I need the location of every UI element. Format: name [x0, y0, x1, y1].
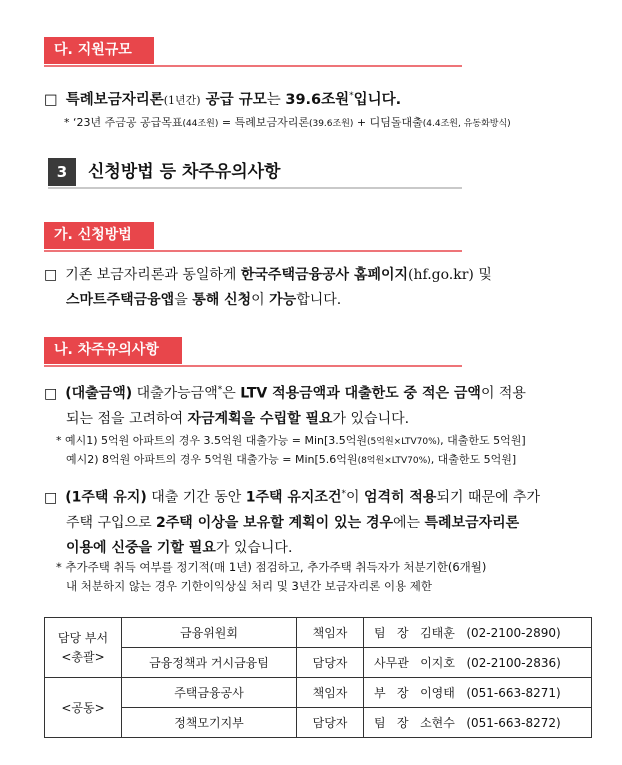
footnote-text: * ‘23년 주금공 공급목표: [64, 116, 183, 129]
person-name: 팀 장 소현수: [374, 716, 455, 730]
loan-text: 대출가능금액: [132, 385, 218, 402]
role-cell: 책임자: [297, 618, 364, 648]
checkbox-mark: □: [44, 385, 58, 402]
house-text: 에는: [393, 514, 425, 531]
house-emphasis: (1주택 유지): [65, 489, 147, 506]
section-header-application-method: [44, 222, 154, 249]
checkbox-mark: □: [44, 489, 58, 506]
department-label-cell: [45, 618, 122, 678]
supply-text: 입니다.: [353, 91, 402, 108]
phone-number: (051-663-8272): [466, 716, 561, 730]
loan-text: 가 있습니다.: [332, 410, 410, 427]
loan-line: [44, 407, 594, 432]
org-cell: 금융위원회: [122, 618, 297, 648]
house-line: [44, 511, 594, 536]
checkbox-mark: □: [44, 91, 58, 108]
department-label-cell: <공동>: [45, 678, 122, 738]
apply-emphasis: 가능: [269, 292, 297, 308]
chapter-title: 신청방법 등 차주유의사항: [88, 162, 281, 182]
house-text: 가 있습니다.: [215, 539, 293, 556]
supply-text: 는: [266, 91, 286, 108]
person-name: 사무관 이지호: [374, 656, 455, 670]
phone-number: (02-2100-2890): [466, 626, 561, 640]
department-label: 담당 부서: [57, 630, 109, 645]
org-cell: 정책모기지부: [122, 708, 297, 738]
one-house-paragraph: [44, 482, 594, 561]
supply-text: 공급 규모: [200, 91, 267, 108]
house-emphasis: 1주택 유지조건: [245, 489, 342, 506]
role-cell: 책임자: [297, 678, 364, 708]
footnote-text: (44조원): [182, 119, 219, 129]
role-cell: 담당자: [297, 648, 364, 678]
house-line: [44, 482, 594, 511]
phone-number: (02-2100-2836): [466, 656, 561, 670]
person-cell: [364, 708, 592, 738]
department-label: <총괄>: [61, 649, 105, 664]
apply-line: [44, 288, 594, 313]
loan-text: 이 적용: [480, 385, 526, 402]
apply-emphasis: 스마트주택금융앱: [66, 292, 175, 308]
house-text: 되기 때문에 추가: [436, 489, 541, 506]
table-row: [45, 708, 592, 738]
apply-text: 기존 보금자리론과 동일하게: [65, 267, 241, 283]
one-house-footnote: [56, 558, 596, 596]
apply-text: 합니다.: [296, 292, 342, 308]
footnote-text: + 디딤돌대출: [353, 116, 423, 129]
loan-text: 되는 점을 고려하여: [66, 410, 188, 427]
apply-text: 이: [251, 292, 270, 308]
chapter-heading: [48, 158, 460, 188]
loan-text: 은: [222, 385, 241, 402]
supply-footnote: [64, 114, 511, 133]
footnote-text: (4.4조원, 유동화방식): [422, 119, 511, 129]
person-cell: [364, 678, 592, 708]
org-cell: 주택금융공사: [122, 678, 297, 708]
apply-line: [44, 263, 594, 288]
section-divider: [44, 65, 462, 67]
person-name: 팀 장 김태훈: [374, 626, 455, 640]
footnote-text: = 특례보금자리론: [218, 116, 309, 129]
role-cell: 담당자: [297, 708, 364, 738]
phone-number: (051-663-8271): [466, 686, 561, 700]
loan-emphasis: 자금계획을 수립할 필요: [187, 410, 333, 427]
example-text: * 예시1) 5억원 아파트의 경우 3.5억원 대출가능 = Min[3.5억원: [56, 434, 368, 447]
apply-text: 을: [174, 292, 193, 308]
section-header-label: 다. 지원규모: [54, 42, 132, 58]
loan-emphasis: LTV 적용금액과 대출한도 중 적은 금액: [240, 385, 481, 402]
apply-text: (hf.go.kr) 및: [408, 267, 492, 283]
example-text: (8억원×LTV70%): [357, 456, 431, 466]
house-text: 이: [345, 489, 364, 506]
person-name: 부 장 이영태: [374, 686, 455, 700]
example-text: (5억원×LTV70%): [367, 437, 441, 447]
apply-emphasis: 한국주택금융공사 홈페이지: [240, 267, 409, 283]
chapter-number: 3: [48, 158, 76, 186]
footnote-text: (39.6조원): [308, 119, 354, 129]
section-header-support-scale: [44, 37, 154, 64]
supply-text: (1년간): [163, 93, 201, 107]
footnote-mark: *: [349, 91, 354, 101]
loan-line: [44, 378, 594, 407]
table-row: [45, 618, 592, 648]
house-emphasis: 특례보금자리론: [424, 514, 520, 531]
chapter-underline: [48, 187, 462, 189]
supply-amount: 39.6조원: [285, 91, 350, 108]
footnote-mark: *: [341, 489, 346, 499]
loan-example-line: [56, 451, 596, 470]
loan-amount-paragraph: [44, 378, 594, 432]
house-line: [44, 536, 594, 561]
section-header-label: 가. 신청방법: [54, 227, 132, 243]
supply-paragraph: [44, 84, 401, 113]
supply-text: 특례보금자리론: [65, 91, 164, 108]
section-header-label: 나. 차주유의사항: [54, 342, 159, 358]
person-cell: [364, 618, 592, 648]
apply-paragraph: [44, 263, 594, 313]
person-cell: [364, 648, 592, 678]
loan-example-note: [56, 432, 596, 470]
loan-emphasis: (대출금액): [65, 385, 133, 402]
section-divider: [44, 250, 462, 252]
checkbox-mark: □: [44, 267, 58, 283]
section-divider: [44, 365, 462, 367]
house-footnote-line: 내 처분하지 않는 경우 기한이익상실 처리 및 3년간 보금자리론 이용 제한: [66, 579, 433, 593]
table-row: [45, 678, 592, 708]
table-row: [45, 648, 592, 678]
example-text: 예시2) 8억원 아파트의 경우 5억원 대출가능 = Min[5.6억원: [66, 453, 358, 466]
house-emphasis: 이용에 신중을 기할 필요: [66, 539, 216, 556]
example-text: , 대출한도 5억원]: [440, 434, 526, 447]
example-text: , 대출한도 5억원]: [430, 453, 517, 466]
footnote-mark: *: [217, 385, 223, 395]
house-emphasis: 2주택 이상을 보유할 계획이 있는 경우: [156, 514, 394, 531]
apply-emphasis: 통해 신청: [192, 292, 252, 308]
contact-table: [44, 617, 592, 738]
loan-example-line: [56, 432, 596, 451]
house-footnote-line: * 추가주택 취득 여부를 정기적(매 1년) 점검하고, 추가주택 취득자가 처분기한(6개월): [56, 560, 487, 574]
house-text: 대출 기간 동안: [146, 489, 246, 506]
section-header-borrower-notes: [44, 337, 182, 364]
house-text: 주택 구입으로: [66, 514, 157, 531]
org-cell: 금융정책과 거시금융팀: [122, 648, 297, 678]
house-emphasis: 엄격히 적용: [363, 489, 437, 506]
